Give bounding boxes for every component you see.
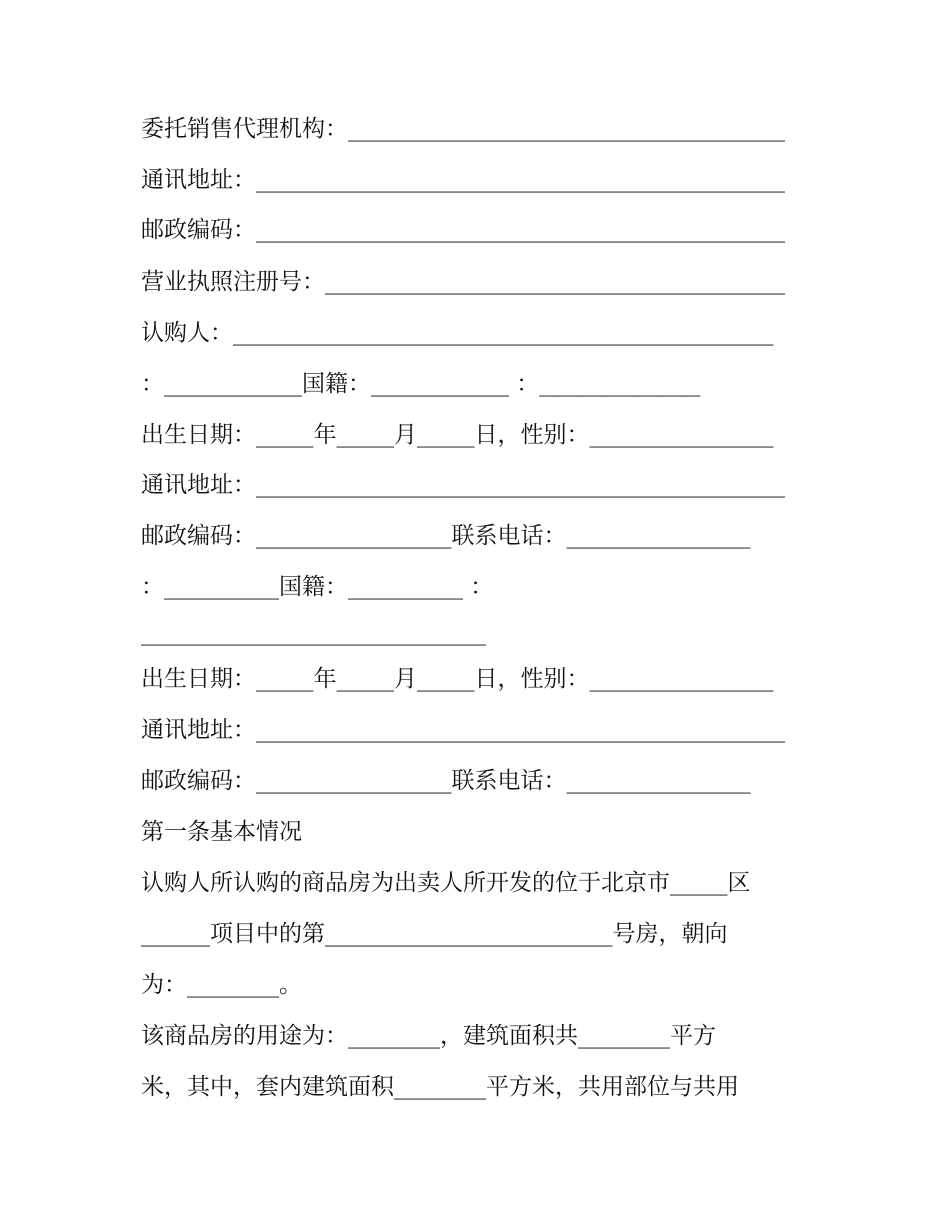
purchaser-contact-line: 邮政编码：_________________联系电话：________________ bbox=[141, 523, 751, 549]
purchaser-nationality-line: ：____________国籍：____________ ：______________ bbox=[141, 371, 701, 397]
agency-address-line: 通讯地址：______________________________________________ bbox=[141, 167, 785, 193]
article-one-text-3: 为：________。 bbox=[141, 972, 302, 998]
second-address-line: 通讯地址：______________________________________________ bbox=[141, 717, 785, 743]
business-license-line: 营业执照注册号：________________________________________ bbox=[141, 269, 785, 295]
second-birthdate-line: 出生日期：_____年_____月_____日，性别：________________ bbox=[141, 666, 774, 692]
purchaser-line: 认购人：_______________________________________________ bbox=[141, 320, 774, 346]
article-one-text-5: 米，其中，套内建筑面积________平方米，共用部位与共用 bbox=[141, 1074, 739, 1100]
article-one-heading: 第一条基本情况 bbox=[141, 819, 302, 845]
purchaser-address-line: 通讯地址：______________________________________________ bbox=[141, 472, 785, 498]
purchaser-birthdate-line: 出生日期：_____年_____月_____日，性别：________________ bbox=[141, 422, 774, 448]
article-one-text-4: 该商品房的用途为：________，建筑面积共________平方 bbox=[141, 1023, 716, 1049]
sales-agency-line: 委托销售代理机构：______________________________________ bbox=[141, 116, 785, 142]
second-nationality-line: ：__________国籍：__________ ： bbox=[141, 574, 494, 600]
agency-postcode-line: 邮政编码：______________________________________________ bbox=[141, 217, 785, 243]
blank-line: ______________________________ bbox=[141, 620, 486, 646]
article-one-text-2: ______项目中的第_________________________号房，朝向 bbox=[141, 921, 728, 947]
second-contact-line: 邮政编码：_________________联系电话：________________ bbox=[141, 768, 751, 794]
article-one-text-1: 认购人所认购的商品房为出卖人所开发的位于北京市_____区 bbox=[141, 870, 751, 896]
